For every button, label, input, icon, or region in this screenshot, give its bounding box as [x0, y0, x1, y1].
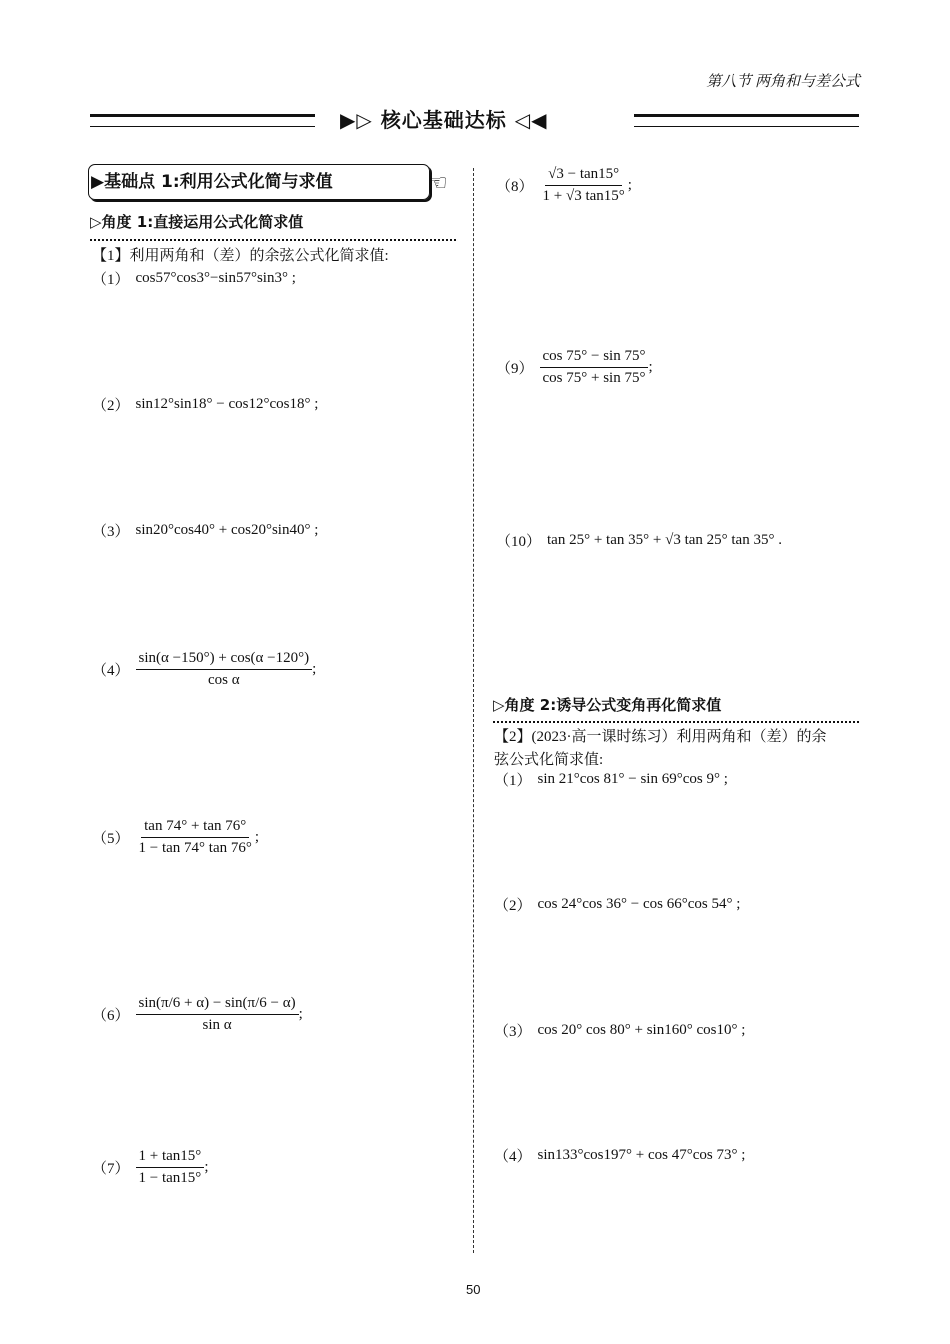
angle-1-heading: ▷角度 1:直接运用公式化简求值	[90, 213, 304, 231]
expression: cos 20° cos 80° + sin160° cos10° ;	[537, 1022, 746, 1038]
punctuation: ;	[254, 829, 260, 845]
denominator: cos 75° + sin 75°	[542, 370, 646, 386]
q2-item	[494, 1145, 745, 1166]
q1-item	[92, 394, 318, 415]
q1-item	[496, 166, 632, 205]
item-label: （2）	[92, 398, 130, 414]
punctuation: ;	[298, 1006, 303, 1022]
expression: cos57°cos3°−sin57°sin3° ;	[135, 270, 296, 286]
section-title-box: ▶基础点 1:利用公式化简与求值	[88, 164, 430, 200]
punctuation: ;	[204, 1159, 209, 1175]
section-banner: ▶▷ 核心基础达标 ◁◀	[340, 108, 548, 132]
item-label: （3）	[92, 524, 130, 540]
expression: sin12°sin18° − cos12°cos18° ;	[135, 396, 319, 412]
column-divider	[473, 168, 474, 1253]
item-label: （1）	[92, 272, 130, 288]
item-label: （5）	[92, 831, 130, 847]
numerator: tan 74° + tan 76°	[141, 818, 249, 838]
fraction	[136, 995, 299, 1034]
q1-item	[496, 348, 653, 387]
denominator: 1 − tan 74° tan 76°	[138, 840, 252, 856]
question-2-stem-cont: 弦公式化简求值:	[494, 752, 604, 768]
fraction	[540, 166, 628, 205]
divider	[90, 114, 315, 127]
numerator: sin(α −150°) + cos(α −120°)	[136, 650, 313, 670]
punctuation: ;	[627, 177, 632, 193]
q1-item	[92, 520, 318, 541]
q1-item	[92, 818, 259, 857]
q1-item	[92, 268, 296, 289]
numerator: cos 75° − sin 75°	[540, 348, 649, 368]
numerator: √3 − tan15°	[545, 166, 622, 186]
item-label: （9）	[496, 361, 534, 377]
item-label: （6）	[92, 1008, 130, 1024]
q2-item	[494, 894, 740, 915]
expression: cos 24°cos 36° − cos 66°cos 54° ;	[537, 896, 741, 912]
q1-item	[92, 1148, 208, 1187]
q1-item	[496, 530, 782, 551]
chapter-title: 第八节 两角和与差公式	[706, 74, 860, 90]
denominator: cos α	[208, 672, 240, 688]
fraction	[136, 650, 313, 689]
denominator: 1 + √3 tan15°	[542, 188, 625, 204]
fraction	[136, 1148, 205, 1187]
q2-item	[494, 1020, 745, 1041]
item-label: （1）	[494, 773, 532, 789]
fraction	[540, 348, 649, 387]
item-label: （7）	[92, 1161, 130, 1177]
q1-item	[92, 995, 303, 1034]
expression: sin133°cos197° + cos 47°cos 73° ;	[537, 1147, 746, 1163]
dotted-divider	[493, 721, 859, 723]
dotted-divider	[90, 239, 456, 241]
q2-item	[494, 769, 728, 790]
page-number: 50	[466, 1282, 481, 1297]
expression: tan 25° + tan 35° + √3 tan 25° tan 35° .	[547, 532, 782, 548]
expression: sin 21°cos 81° − sin 69°cos 9° ;	[537, 771, 728, 787]
item-label: （4）	[92, 663, 130, 679]
punctuation: ;	[648, 359, 653, 375]
angle-2-heading: ▷角度 2:诱导公式变角再化简求值	[493, 696, 722, 714]
question-1-stem: 【1】利用两角和（差）的余弦公式化简求值:	[92, 248, 389, 264]
item-label: （4）	[494, 1149, 532, 1165]
item-label: （3）	[494, 1024, 532, 1040]
denominator: 1 − tan15°	[138, 1170, 202, 1186]
fraction	[136, 818, 255, 857]
item-label: （10）	[496, 534, 542, 550]
punctuation: ;	[312, 661, 317, 677]
question-2-stem: 【2】(2023·高一课时练习）利用两角和（差）的余	[494, 729, 827, 745]
item-label: （8）	[496, 179, 534, 195]
numerator: 1 + tan15°	[136, 1148, 205, 1168]
pointing-hand-icon: ☜	[428, 170, 448, 195]
denominator: sin α	[202, 1017, 232, 1033]
item-label: （2）	[494, 898, 532, 914]
divider	[634, 114, 859, 127]
q1-item	[92, 650, 316, 689]
expression: sin20°cos40° + cos20°sin40° ;	[135, 522, 319, 538]
numerator: sin(π/6 + α) − sin(π/6 − α)	[136, 995, 299, 1015]
